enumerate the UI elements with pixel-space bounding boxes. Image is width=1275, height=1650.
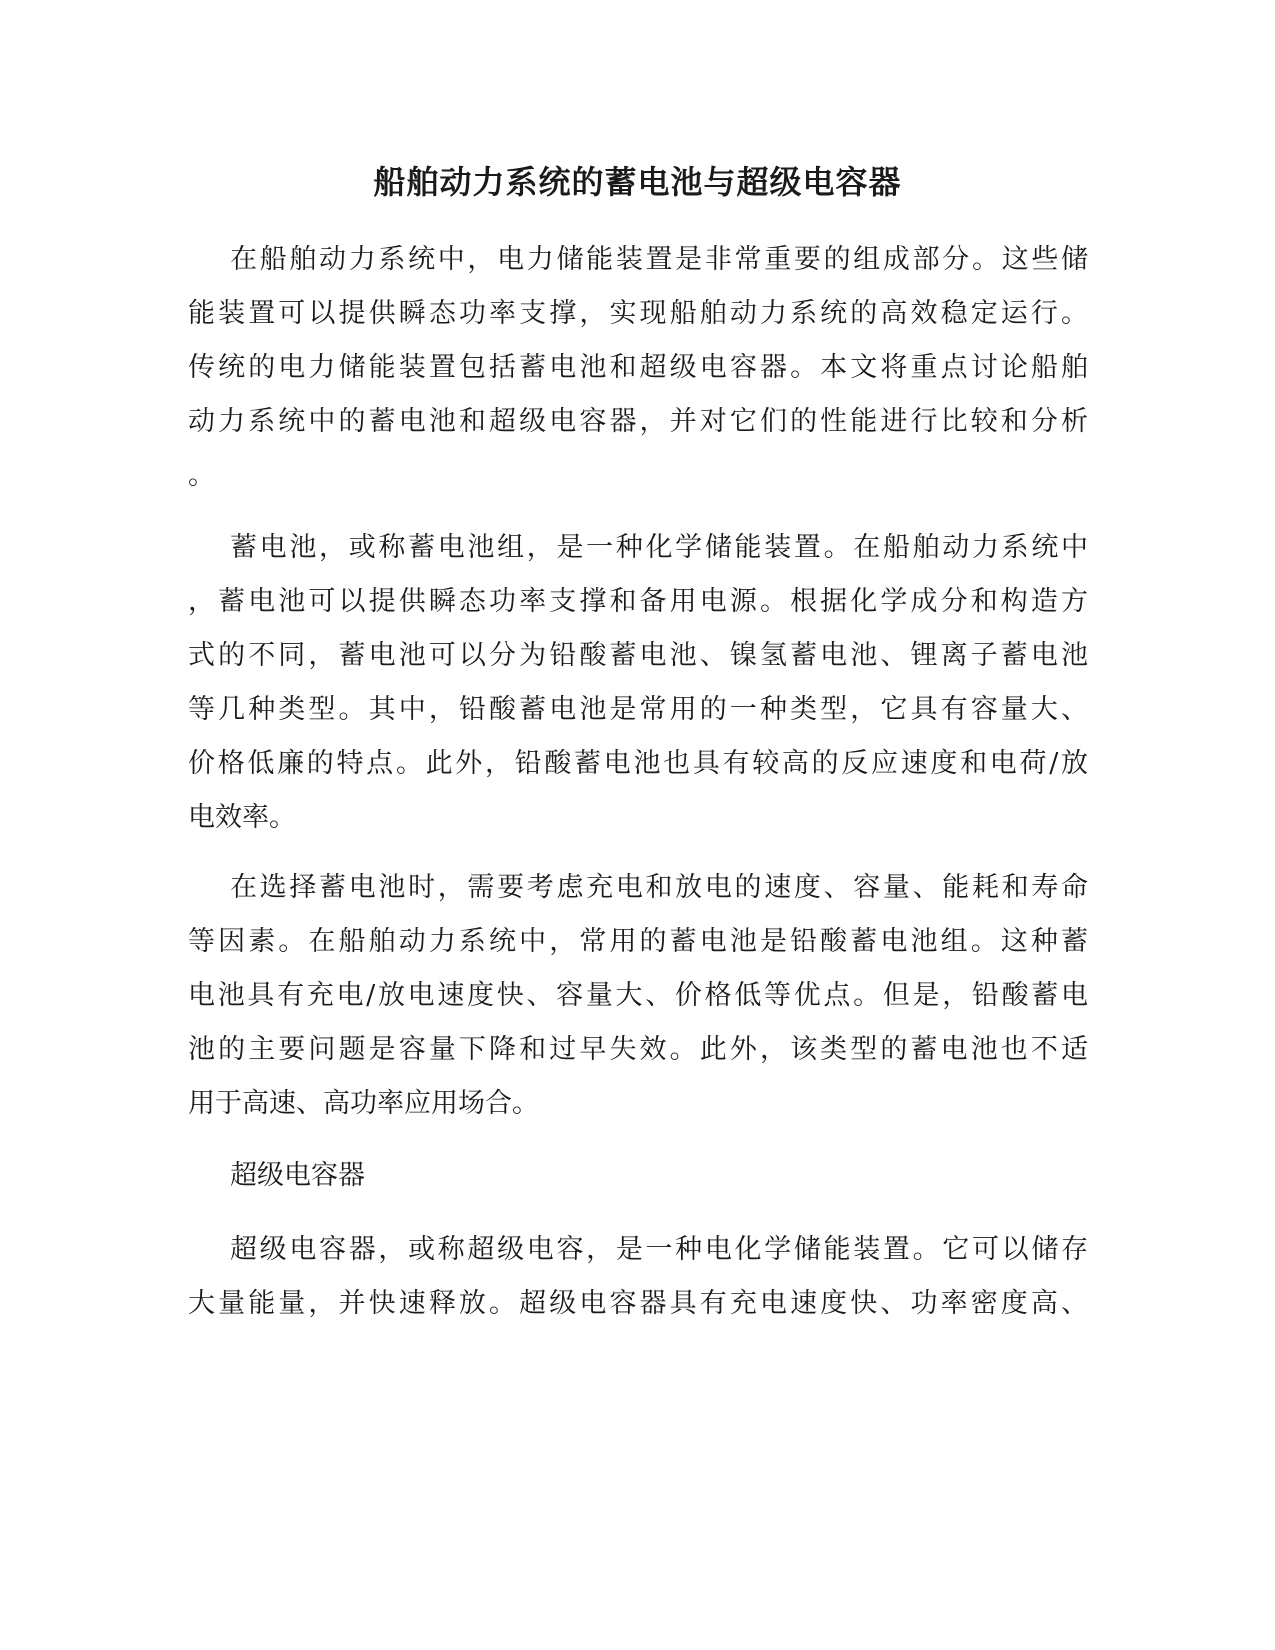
text-line: 动力系统中的蓄电池和超级电容器，并对它们的性能进行比较和分析 xyxy=(188,406,1088,437)
text-line: 在船舶动力系统中，电力储能装置是非常重要的组成部分。这些储 xyxy=(230,244,1088,275)
text-line: 用于高速、高功率应用场合。 xyxy=(188,1088,539,1119)
text-line: 蓄电池，或称蓄电池组，是一种化学储能装置。在船舶动力系统中 xyxy=(230,532,1088,563)
text-line: 价格低廉的特点。此外，铅酸蓄电池也具有较高的反应速度和电荷/放 xyxy=(188,748,1088,779)
text-line: 能装置可以提供瞬态功率支撑，实现船舶动力系统的高效稳定运行。 xyxy=(188,298,1088,329)
text-line: 大量能量，并快速释放。超级电容器具有充电速度快、功率密度高、 xyxy=(188,1288,1088,1319)
text-line: 传统的电力储能装置包括蓄电池和超级电容器。本文将重点讨论船舶 xyxy=(188,352,1088,383)
text-line: 超级电容器，或称超级电容，是一种电化学储能装置。它可以储存 xyxy=(230,1234,1088,1265)
text-line: 式的不同，蓄电池可以分为铅酸蓄电池、镍氢蓄电池、锂离子蓄电池 xyxy=(188,640,1088,671)
text-line: 等几种类型。其中，铅酸蓄电池是常用的一种类型，它具有容量大、 xyxy=(188,694,1088,725)
text-line: 在选择蓄电池时，需要考虑充电和放电的速度、容量、能耗和寿命 xyxy=(230,872,1088,903)
text-line: 池的主要问题是容量下降和过早失效。此外，该类型的蓄电池也不适 xyxy=(188,1034,1088,1065)
text-line: 电效率。 xyxy=(188,802,296,833)
text-line: 电池具有充电/放电速度快、容量大、价格低等优点。但是，铅酸蓄电 xyxy=(188,980,1088,1011)
text-line: 。 xyxy=(188,460,215,491)
text-line: ，蓄电池可以提供瞬态功率支撑和备用电源。根据化学成分和构造方 xyxy=(188,586,1088,617)
text-line: 等因素。在船舶动力系统中，常用的蓄电池是铅酸蓄电池组。这种蓄 xyxy=(188,926,1088,957)
document-title: 船舶动力系统的蓄电池与超级电容器 xyxy=(373,163,902,201)
section-heading: 超级电容器 xyxy=(230,1160,365,1191)
